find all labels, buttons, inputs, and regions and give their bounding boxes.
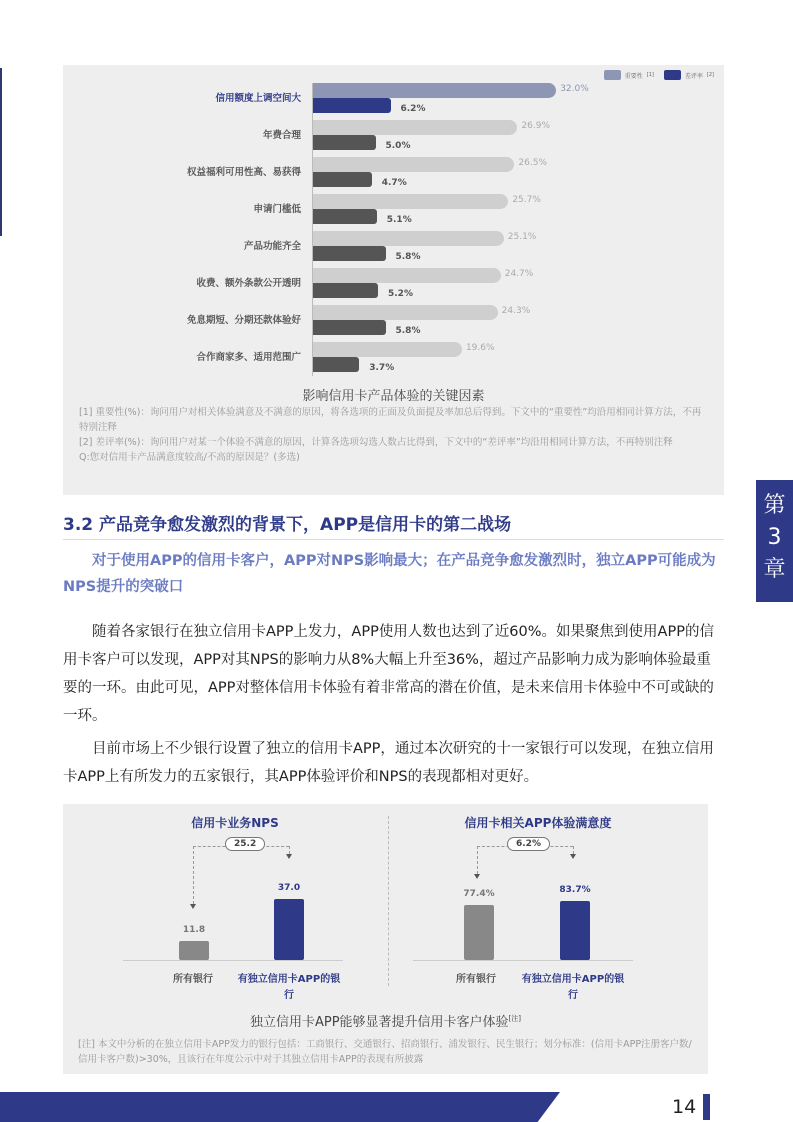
satisfaction-baseline	[413, 960, 633, 961]
chapter-tab	[756, 480, 793, 602]
bad-rate-value-label: 3.7%	[369, 363, 395, 373]
lead-paragraph: 对于使用APP的信用卡客户，APP对NPS影响最大；在产品竞争愈发激烈时，独立APP可能成为NPS提升的突破口	[63, 553, 716, 595]
nps-baseline	[123, 960, 343, 961]
satisfaction-arrow-left-icon	[474, 874, 480, 879]
key-factors-chart-panel	[63, 65, 724, 495]
bottom-chart-note: [注] 本文中分析的在独立信用卡APP发力的银行包括：工商银行、交通银行、招商银行、浦发银行、民生银行；划分标准：(信用卡APP注册客户数/信用卡客户数)>30%，且该行在年度公示中对于其独立信用卡APP的表现有所披露	[78, 1039, 692, 1065]
bad-rate-value-label: 5.0%	[385, 141, 411, 151]
nps-difference-badge: 25.2	[225, 837, 265, 851]
nps-bar	[274, 899, 304, 960]
importance-value-label: 25.1%	[507, 232, 537, 242]
satisfaction-difference-badge: 6.2%	[507, 837, 550, 851]
satisfaction-value-label: 77.4%	[463, 889, 495, 900]
chart-title: 影响信用卡产品体验的关键因素	[302, 389, 485, 404]
app-satisfaction-chart-title: 信用卡相关APP体验满意度	[464, 816, 612, 830]
category-label: 产品功能齐全	[243, 241, 301, 252]
category-label: 收费、额外条款公开透明	[196, 278, 301, 289]
importance-value-label: 24.3%	[501, 306, 531, 316]
bad-rate-value-label: 6.2%	[400, 104, 426, 114]
chart-note-1: [1] 重要性(%)：询问用户对相关体验满意及不满意的原因，将各选项的正面及负面提及率加总后得到。下文中的“重要性”均沿用相同计算方法，不再特别注释	[79, 407, 702, 433]
legend-note-bad-rate: [2]	[706, 72, 714, 78]
bad-rate-bar	[313, 246, 386, 261]
bad-rate-bar	[313, 135, 376, 150]
importance-bar	[313, 305, 498, 320]
bad-rate-bar	[313, 172, 372, 187]
chapter-number: 3	[767, 525, 782, 550]
bad-rate-bar	[313, 320, 386, 335]
footer-band	[0, 1092, 560, 1122]
legend-label-importance: 重要性	[624, 72, 643, 80]
nps-bar	[179, 941, 209, 960]
nps-value-label: 11.8	[182, 924, 206, 935]
importance-bar	[313, 268, 501, 283]
category-label: 合作商家多、适用范围广	[196, 352, 301, 363]
chart-note-2: [2] 差评率(%)：询问用户对某一个体验不满意的原因，计算各选项勾选人数占比得到，下文中的“差评率”均沿用相同计算方法，不再特别注释	[79, 437, 673, 448]
legend-note-importance: [1]	[646, 72, 654, 78]
importance-value-label: 19.6%	[465, 343, 495, 353]
nps-arrow-right-icon	[286, 854, 292, 859]
nps-arrow-left-icon	[190, 904, 196, 909]
bottom-caption-note: [注]	[508, 1014, 522, 1023]
category-label: 信用额度上调空间大	[215, 93, 301, 104]
satisfaction-label-all-banks: 所有银行	[456, 974, 496, 985]
importance-value-label: 26.5%	[518, 158, 547, 168]
chapter-char-2: 章	[763, 557, 786, 582]
category-label: 申请门槛低	[253, 204, 301, 215]
bottom-chart-caption	[63, 1011, 708, 1030]
legend-label-bad-rate: 差评率	[684, 72, 703, 80]
bad-rate-bar	[313, 357, 359, 372]
importance-bar	[313, 342, 462, 357]
satisfaction-connector-left	[477, 846, 478, 874]
legend-item-importance	[604, 70, 654, 80]
importance-bar	[313, 231, 504, 246]
importance-bar	[313, 194, 508, 209]
section-divider	[63, 539, 724, 540]
satisfaction-bar	[464, 905, 494, 960]
satisfaction-label-app-banks: 有独立信用卡APP的银行	[521, 974, 625, 1001]
nps-label-app-banks: 有独立信用卡APP的银行	[237, 974, 341, 1001]
bad-rate-value-label: 4.7%	[381, 178, 407, 188]
chart-axis-line	[312, 83, 313, 376]
legend-swatch-bad-rate	[664, 70, 681, 80]
bad-rate-bar	[313, 283, 378, 298]
section-heading: 3.2 产品竞争愈发激烈的背景下，APP是信用卡的第二战场	[63, 515, 512, 535]
chart-legend	[604, 70, 714, 80]
legend-swatch-importance	[604, 70, 621, 80]
chart-divider	[388, 816, 389, 986]
satisfaction-value-label: 83.7%	[559, 884, 591, 895]
category-label: 免息期短、分期还款体验好	[186, 315, 301, 326]
chart-note-question: Q:您对信用卡产品满意度较高/不高的原因是？(多选)	[79, 452, 300, 463]
chart-notes	[79, 405, 709, 465]
nps-value-label: 37.0	[277, 882, 301, 893]
body-paragraph-2: 目前市场上不少银行设置了独立的信用卡APP，通过本次研究的十一家银行可以发现，在独立信用卡APP上有所发力的五家银行，其APP体验评价和NPS的表现都相对更好。	[63, 741, 714, 785]
nps-connector-right	[289, 846, 290, 854]
bad-rate-bar	[313, 98, 391, 113]
app-experience-chart-panel	[63, 804, 708, 1074]
legend-item-bad-rate	[664, 70, 714, 80]
importance-value-label: 25.7%	[512, 195, 541, 205]
bad-rate-value-label: 5.1%	[386, 215, 412, 225]
bad-rate-value-label: 5.8%	[395, 326, 421, 336]
importance-bar	[313, 83, 556, 98]
satisfaction-bar	[560, 901, 590, 960]
left-margin-rule	[0, 68, 2, 236]
importance-value-label: 32.0%	[560, 84, 589, 94]
category-label: 年费合理	[262, 130, 301, 141]
bad-rate-value-label: 5.2%	[388, 289, 413, 299]
nps-chart-title: 信用卡业务NPS	[191, 816, 279, 830]
nps-connector-left	[193, 846, 194, 904]
chapter-char-1: 第	[763, 493, 786, 518]
importance-value-label: 24.7%	[504, 269, 534, 279]
importance-bar	[313, 120, 517, 135]
bottom-caption-text: 独立信用卡APP能够显著提升信用卡客户体验	[249, 1015, 509, 1030]
satisfaction-connector-right	[573, 846, 574, 854]
page-number: 14	[672, 1096, 697, 1118]
body-paragraph-1: 随着各家银行在独立信用卡APP上发力，APP使用人数也达到了近60%。如果聚焦到使用APP的信用卡客户可以发现，APP对其NPS的影响力从8%大幅上升至36%，超过产品影响力成为影响体验最重要的一环。由此可见，APP对整体信用卡体验有着非常高的潜在价值，是未来信用卡体验中不可或缺的一环。	[63, 624, 714, 724]
satisfaction-arrow-right-icon	[570, 854, 576, 859]
page-number-marker	[703, 1094, 710, 1120]
nps-label-all-banks: 所有银行	[173, 974, 213, 985]
importance-bar	[313, 157, 514, 172]
bad-rate-value-label: 5.8%	[395, 252, 421, 262]
category-label: 权益福利可用性高、易获得	[186, 167, 301, 178]
bad-rate-bar	[313, 209, 377, 224]
importance-value-label: 26.9%	[521, 121, 551, 131]
